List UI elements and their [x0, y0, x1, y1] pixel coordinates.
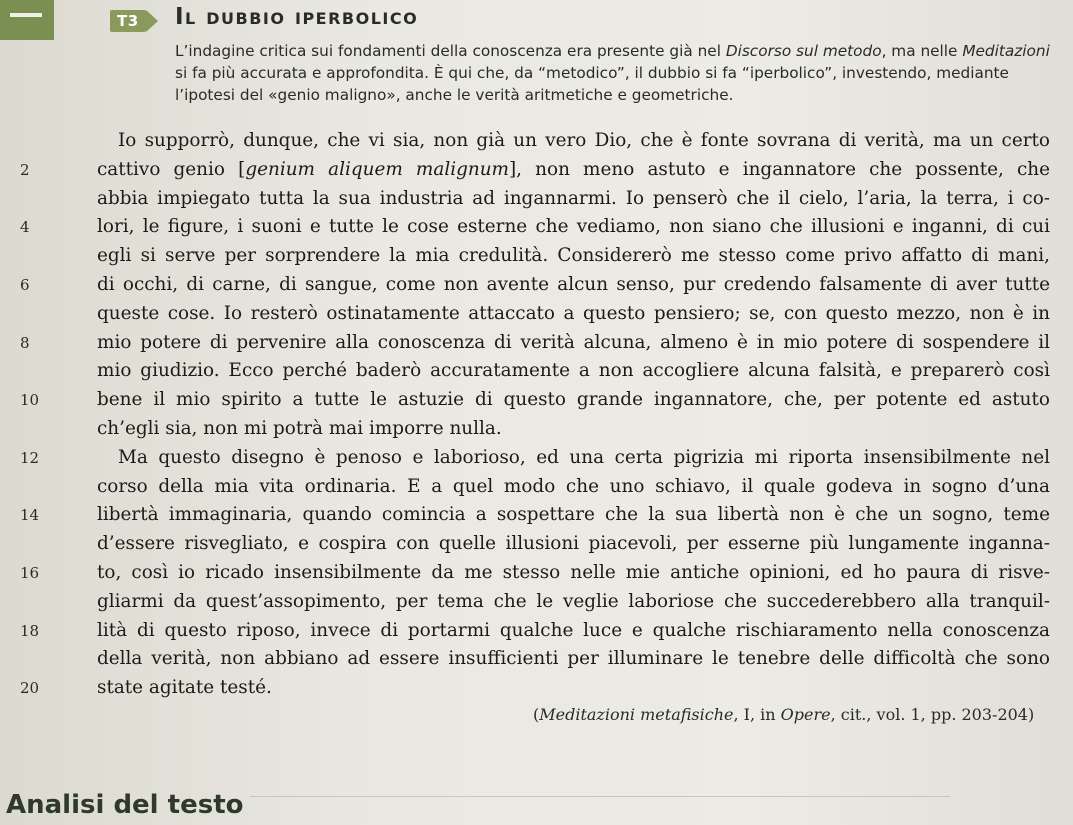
section-tag-label: T3 — [110, 10, 146, 32]
line-number: 14 — [20, 506, 40, 525]
line-number: 8 — [20, 333, 30, 352]
line-number: 20 — [20, 679, 40, 698]
line-text: libertà immaginaria, quando comincia a sospettare che la sua libertà non è che un sogno, teme — [97, 504, 1050, 526]
line-number: 4 — [20, 218, 30, 237]
line-number: 18 — [20, 621, 40, 640]
line-text: d’essere risvegliato, e cospira con quelle illusioni piacevoli, per esserne più lungamente inganna- — [97, 533, 1050, 555]
section-heading: Analisi del testo — [6, 790, 244, 820]
line-text: bene il mio spirito a tutte le astuzie di questo grande ingannatore, che, per potente ed astuto — [97, 389, 1050, 411]
line-text: Io supporrò, dunque, che vi sia, non già un vero Dio, che è fonte sovrana di verità, ma un certo — [118, 130, 1050, 151]
text-line — [20, 645, 1050, 674]
divider — [250, 796, 950, 797]
text-line — [20, 386, 1050, 415]
section-tag — [110, 10, 158, 32]
line-text: Ma questo disegno è penoso e laborioso, ed una certa pigrizia mi riporta insensibilmente nel — [118, 446, 1050, 468]
line-text: mio potere di pervenire alla conoscenza di verità alcuna, almeno è in mio potere di sospendere il — [97, 331, 1050, 353]
text-line — [20, 530, 1050, 559]
text-line — [20, 501, 1050, 530]
line-text: abbia impiegato tutta la sua industria ad ingannarmi. Io penserò che il cielo, l’aria, la terra, i co- — [97, 187, 1050, 209]
line-text: lità di questo riposo, invece di portarmi qualche luce e qualche rischiaramento nella conoscenza — [97, 619, 1050, 641]
text-line — [20, 415, 1050, 444]
line-number: 12 — [20, 448, 40, 467]
text-line — [20, 444, 1050, 473]
text-line — [20, 156, 1050, 185]
line-number: 10 — [20, 391, 40, 410]
text-line — [20, 242, 1050, 271]
text-line — [20, 588, 1050, 617]
text-line — [20, 300, 1050, 329]
text-line — [20, 617, 1050, 646]
citation: (Meditazioni metafisiche, I, in Opere, cit., vol. 1, pp. 203-204) — [533, 705, 1035, 724]
main-text — [20, 127, 1050, 703]
margin-band — [0, 0, 54, 40]
page-title: Il dubbio iperbolico — [175, 4, 419, 30]
line-text: state agitate testé. — [97, 677, 272, 699]
line-text: ch’egli sia, non mi potrà mai imporre nulla. — [97, 417, 502, 439]
line-number: 16 — [20, 563, 40, 582]
tag-arrow-icon — [146, 10, 158, 32]
line-text: to, così io ricado insensibilmente da me stesso nelle mie antiche opinioni, ed ho paura di risve- — [97, 561, 1050, 583]
text-line — [20, 329, 1050, 358]
line-number: 2 — [20, 160, 30, 179]
line-text: di occhi, di carne, di sangue, come non avente alcun senso, pur credendo falsamente di aver tutte — [97, 273, 1050, 295]
line-text: lori, le figure, i suoni e tutte le cose esterne che vediamo, non siano che illusioni e inganni, di cui — [97, 216, 1050, 238]
text-line — [20, 473, 1050, 502]
text-line — [20, 213, 1050, 242]
line-text: mio giudizio. Ecco perché baderò accuratamente a non accogliere alcuna falsità, e preparerò così — [97, 360, 1050, 382]
line-number: 6 — [20, 275, 30, 294]
text-line — [20, 127, 1050, 156]
text-line — [20, 357, 1050, 386]
text-line — [20, 271, 1050, 300]
text-line — [20, 185, 1050, 214]
text-line — [20, 674, 1050, 703]
intro-paragraph: L’indagine critica sui fondamenti della conoscenza era presente già nel Discorso sul metodo, ma nelle Meditazioni si fa più accurata e approfondita. È qui che, da “metodico”, il dubbio si fa “iperbolico”, investendo, mediante l’ipotesi del «genio maligno», anche le verità aritmetiche e geometriche. — [175, 42, 1050, 104]
line-text: egli si serve per sorprendere la mia credulità. Considererò me stesso come privo affatto di mani, — [97, 245, 1050, 267]
text-line — [20, 559, 1050, 588]
line-text: della verità, non abbiano ad essere insufficienti per illuminare le tenebre delle difficoltà che sono — [97, 648, 1050, 670]
line-text: gliarmi da quest’assopimento, per tema che le veglie laboriose che succederebbero alla tranquil- — [97, 590, 1050, 612]
line-text: corso della mia vita ordinaria. E a quel modo che uno schiavo, il quale godeva in sogno d’una — [97, 475, 1050, 497]
line-text: queste cose. Io resterò ostinatamente attaccato a questo pensiero; se, con questo mezzo, non è in — [97, 302, 1050, 324]
line-text: cattivo genio [genium aliquem malignum], non meno astuto e ingannatore che possente, che — [97, 158, 1051, 180]
